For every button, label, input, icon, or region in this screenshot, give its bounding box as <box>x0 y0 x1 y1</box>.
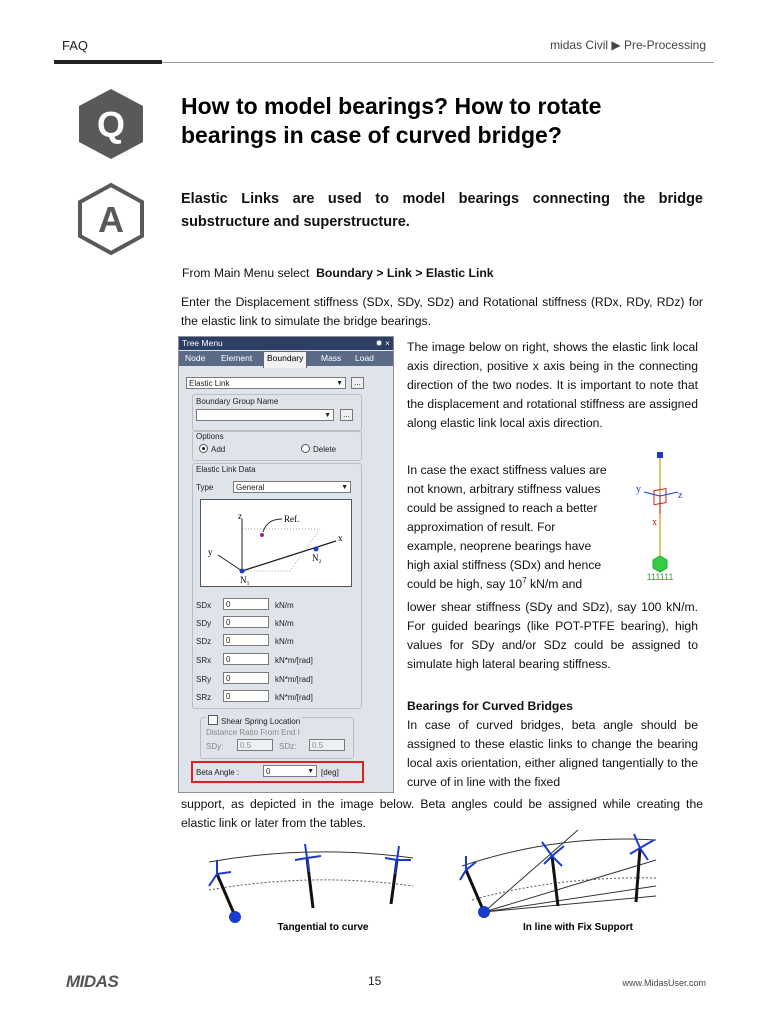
sketch-x-label: x <box>338 533 343 543</box>
radio-selected-icon <box>199 444 208 453</box>
sketch-n1-label: N₁ <box>240 575 250 585</box>
axis-y-label: y <box>636 484 641 495</box>
srx-unit: kN*m/[rad] <box>275 656 313 665</box>
curved-bridges-text: In case of curved bridges, beta angle should be assigned to these elastic links to change the bearing local axis orientation, either aligned tangentially to the curve of in line with the fixed <box>407 718 698 789</box>
right-paragraph-2-line: example, neoprene bearings have <box>407 539 592 553</box>
chevron-down-icon: ▼ <box>341 484 348 491</box>
question-title-line1: How to model bearings? How to rotate <box>181 93 602 119</box>
q-badge <box>76 87 146 161</box>
curved-bridges-continuation: support, as depicted in the image below. Beta angles could be assigned while creating the elastic link or later from the tables. <box>181 797 703 830</box>
option-add-label: Add <box>211 445 226 454</box>
ratio-sdy-label: SDy: <box>206 742 224 751</box>
checkbox-icon <box>208 715 218 725</box>
tree-menu-title: Tree Menu <box>182 338 223 348</box>
menu-path: Boundary > Link > Elastic Link <box>316 266 494 280</box>
boundary-group-label: Boundary Group Name <box>196 397 279 406</box>
stiffness-value-text: could be high, say 10 <box>407 577 523 591</box>
radio-empty-icon <box>301 444 310 453</box>
function-select[interactable] <box>186 377 346 389</box>
ratio-sdz-label: SDz: <box>279 742 297 751</box>
sry-input[interactable]: 0 <box>223 672 269 684</box>
option-delete-radio[interactable] <box>301 444 336 454</box>
right-paragraph-3: lower shear stiffness (SDy and SDz), say 100 kN/m. For guided bearings (like POT-PTFE bearing), high values for SDy and/or SDz could be assigned to simulate high lateral bearing stiffness. <box>407 600 698 671</box>
tab-load[interactable]: Load <box>355 353 374 363</box>
stiffness-unit-text: kN/m and <box>526 577 583 591</box>
srz-input[interactable]: 0 <box>223 690 269 702</box>
midas-logo: MIDAS <box>66 972 119 991</box>
question-title <box>181 92 681 150</box>
tangential-figure <box>205 834 417 926</box>
beta-angle-select[interactable] <box>263 765 317 777</box>
srx-label: SRx <box>196 656 212 665</box>
axis-x-label: x <box>652 517 657 528</box>
tab-mass[interactable]: Mass <box>321 353 342 363</box>
shear-spring-checkbox[interactable] <box>206 715 302 726</box>
answer-text: Elastic Links are used to model bearings connecting the bridge substructure and superstructure. <box>181 191 703 230</box>
tree-menu-panel <box>178 336 394 793</box>
tab-boundary[interactable]: Boundary <box>263 351 307 368</box>
tree-menu-titlebar <box>179 337 393 350</box>
type-label: Type <box>196 483 214 492</box>
elastic-link-sketch <box>200 499 352 587</box>
beta-angle-unit: [deg] <box>321 768 339 777</box>
sketch-y-label: y <box>208 547 213 557</box>
sdx-input[interactable]: 0 <box>223 598 269 610</box>
distance-ratio-label: Distance Ratio From End I <box>206 728 300 737</box>
a-badge-letter: A <box>98 199 124 240</box>
type-select-value: General <box>236 483 265 492</box>
right-paragraph-2-line: could be assigned to reach a better <box>407 501 598 515</box>
tangential-caption: Tangential to curve <box>277 922 369 933</box>
sketch-ref-label: Ref. <box>284 514 300 524</box>
header-accent-bar <box>54 60 162 64</box>
ratio-sdz-input[interactable]: 0.5 <box>309 739 345 751</box>
right-paragraph-2-line: In case the exact stiffness values are <box>407 463 607 477</box>
right-paragraph-2-last-line <box>407 575 619 594</box>
menu-instruction-prefix: From Main Menu select <box>182 266 310 280</box>
type-select[interactable] <box>233 481 351 493</box>
sdy-unit: kN/m <box>275 619 294 628</box>
right-paragraph-2-line: approximation of result. For <box>407 520 556 534</box>
tree-menu-window-controls[interactable]: ✹ × <box>375 338 390 348</box>
sry-label: SRy <box>196 675 212 684</box>
sdy-label: SDy <box>196 619 212 628</box>
options-label: Options <box>196 432 224 441</box>
q-badge-letter: Q <box>96 104 126 145</box>
curved-bridges-heading: Bearings for Curved Bridges <box>407 699 573 713</box>
sdy-input[interactable]: 0 <box>223 616 269 628</box>
function-more-button[interactable]: ... <box>351 377 364 389</box>
chevron-down-icon: ▼ <box>307 768 314 775</box>
function-select-value: Elastic Link <box>189 379 230 388</box>
sdx-label: SDx <box>196 601 212 610</box>
header-section: FAQ <box>62 38 89 53</box>
stiffness-paragraph: Enter the Displacement stiffness (SDx, SDy, SDz) and Rotational stiffness (RDx, RDy, RDz) for the elastic link to simulate the bridge bearings. <box>181 295 703 328</box>
page-number: 15 <box>368 974 382 988</box>
tab-node[interactable]: Node <box>185 353 206 363</box>
a-badge <box>76 182 146 256</box>
srx-input[interactable]: 0 <box>223 653 269 665</box>
option-add-radio[interactable] <box>199 444 225 454</box>
menu-instruction <box>182 264 702 283</box>
sketch-z-label: z <box>238 511 242 521</box>
sry-unit: kN*m/[rad] <box>275 675 313 684</box>
chevron-down-icon: ▼ <box>324 412 331 419</box>
option-delete-label: Delete <box>313 445 337 454</box>
sdx-unit: kN/m <box>275 601 294 610</box>
srz-label: SRz <box>196 693 212 702</box>
sdz-unit: kN/m <box>275 637 294 646</box>
tree-menu-tabs <box>179 351 393 366</box>
header-breadcrumb: midas Civil ▶ Pre-Processing <box>550 38 706 52</box>
boundary-group-select[interactable] <box>196 409 334 421</box>
footer-url[interactable]: www.MidasUser.com <box>622 978 706 988</box>
node-constraint-label: 111111 <box>646 572 674 582</box>
chevron-down-icon: ▼ <box>336 380 343 387</box>
link-axis-figure <box>624 452 700 584</box>
inline-fix-caption: In line with Fix Support <box>523 922 633 933</box>
elastic-link-data-label: Elastic Link Data <box>196 465 256 474</box>
axis-z-label: z <box>678 490 683 501</box>
inline-fix-figure <box>458 826 660 926</box>
beta-angle-value: 0 <box>266 767 271 776</box>
sdz-input[interactable]: 0 <box>223 634 269 646</box>
ratio-sdy-input[interactable]: 0.5 <box>237 739 273 751</box>
right-paragraph-2 <box>407 461 619 594</box>
right-paragraph-1: The image below on right, shows the elastic link local axis direction, positive x axis being in the connecting direction of the two nodes. It is important to note that the displacement and rotational stiffness are assigned along elastic link local axis direction. <box>407 340 698 430</box>
srz-unit: kN*m/[rad] <box>275 693 313 702</box>
right-paragraph-2-line: high axial stiffness (SDx) and hence <box>407 558 602 572</box>
sdz-label: SDz <box>196 637 212 646</box>
tab-element[interactable]: Element <box>221 353 253 363</box>
boundary-group-more-button[interactable]: ... <box>340 409 353 421</box>
sketch-n2-label: N₂ <box>312 553 322 563</box>
beta-angle-label: Beta Angle : <box>196 768 240 777</box>
exponent: 7 <box>522 575 527 585</box>
shear-spring-label: Shear Spring Location <box>221 717 301 726</box>
question-title-line2: bearings in case of curved bridge? <box>181 122 562 148</box>
right-paragraph-2-line: not known, arbitrary stiffness values <box>407 482 601 496</box>
